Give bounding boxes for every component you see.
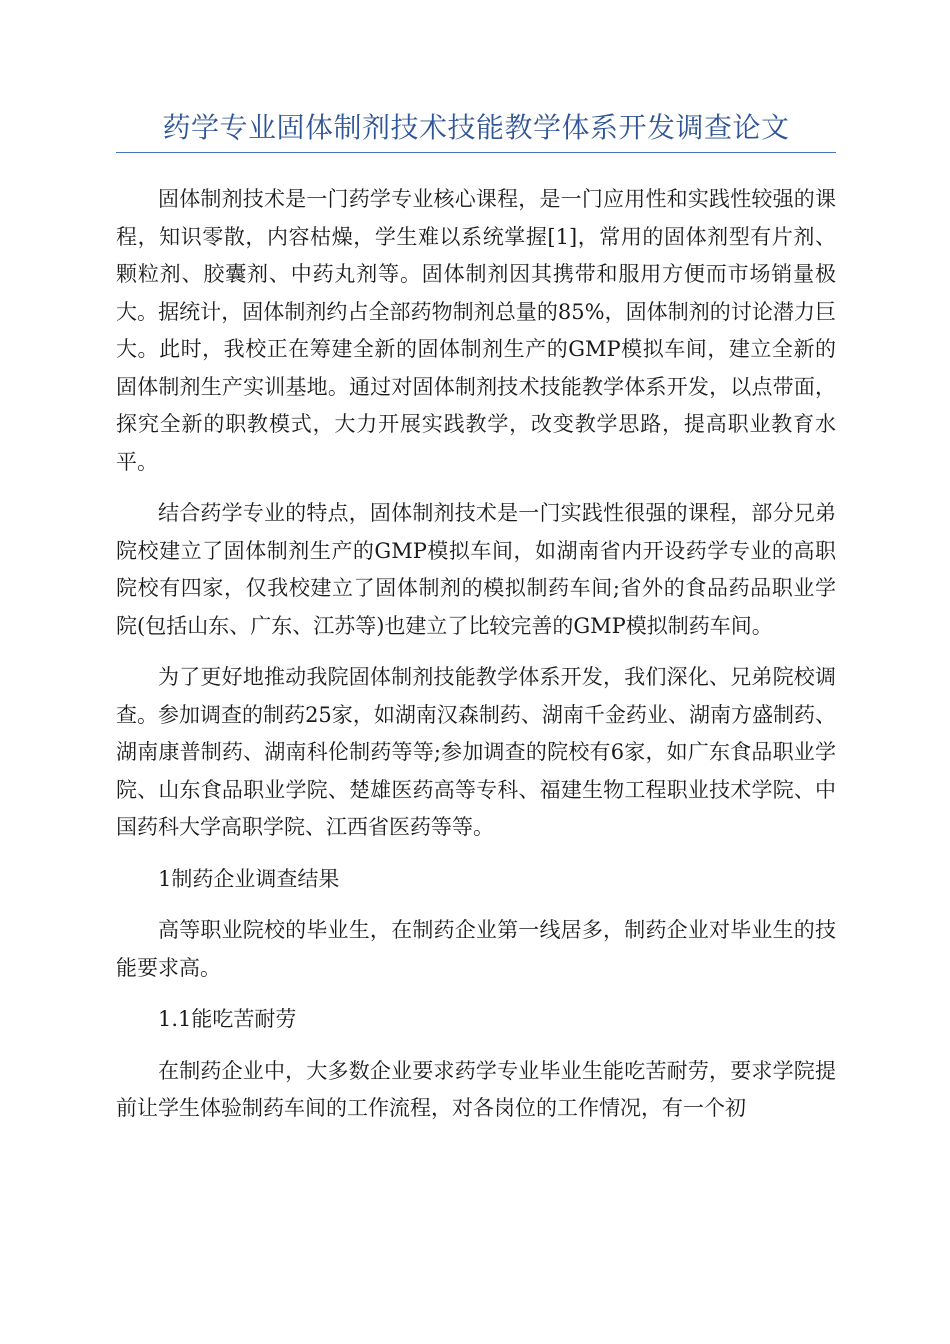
paragraph-intro: 固体制剂技术是一门药学专业核心课程，是一门应用性和实践性较强的课程，知识零散，内容枯燥，学生难以系统掌握[1]，常用的固体剂型有片剂、颗粒剂、胶囊剂、中药丸剂等。固体制剂因其携带和服用方便而市场销量极大。据统计，固体制剂约占全部药物制剂总量的85%，固体制剂的讨论潜力巨大。此时，我校正在筹建全新的固体制剂生产的GMP模拟车间，建立全新的固体制剂生产实训基地。通过对固体制剂技术技能教学体系开发，以点带面，探究全新的职教模式，大力开展实践教学，改变教学思路，提高职业教育水平。	[116, 187, 836, 474]
title-underline	[116, 152, 836, 153]
paragraph-background: 结合药学专业的特点，固体制剂技术是一门实践性很强的课程，部分兄弟院校建立了固体制剂生产的GMP模拟车间，如湖南省内开设药学专业的高职院校有四家，仅我校建立了固体制剂的模拟制药车间;省外的食品药品职业学院(包括山东、广东、江苏等)也建立了比较完善的GMP模拟制药车间。	[116, 501, 836, 638]
section-heading-1-1: 1.1能吃苦耐劳	[158, 1007, 297, 1031]
paragraph-survey: 为了更好地推动我院固体制剂技能教学体系开发，我们深化、兄弟院校调查。参加调查的制药25家，如湖南汉森制药、湖南千金药业、湖南方盛制药、湖南康普制药、湖南科伦制药等等;参加调查的院校有6家，如广东食品职业学院、山东食品职业学院、楚雄医药高等专科、福建生物工程职业技术学院、中国药科大学高职学院、江西省医药等等。	[116, 665, 836, 839]
paragraph-section-1: 高等职业院校的毕业生，在制药企业第一线居多，制药企业对毕业生的技能要求高。	[116, 918, 836, 980]
section-heading-1: 1制药企业调查结果	[158, 866, 340, 891]
document-title: 药学专业固体制剂技术技能教学体系开发调查论文	[162, 111, 790, 144]
paragraph-section-1-1: 在制药企业中，大多数企业要求药学专业毕业生能吃苦耐劳，要求学院提前让学生体验制药车间的工作流程，对各岗位的工作情况，有一个初	[116, 1058, 836, 1120]
document-page	[116, 108, 836, 1142]
